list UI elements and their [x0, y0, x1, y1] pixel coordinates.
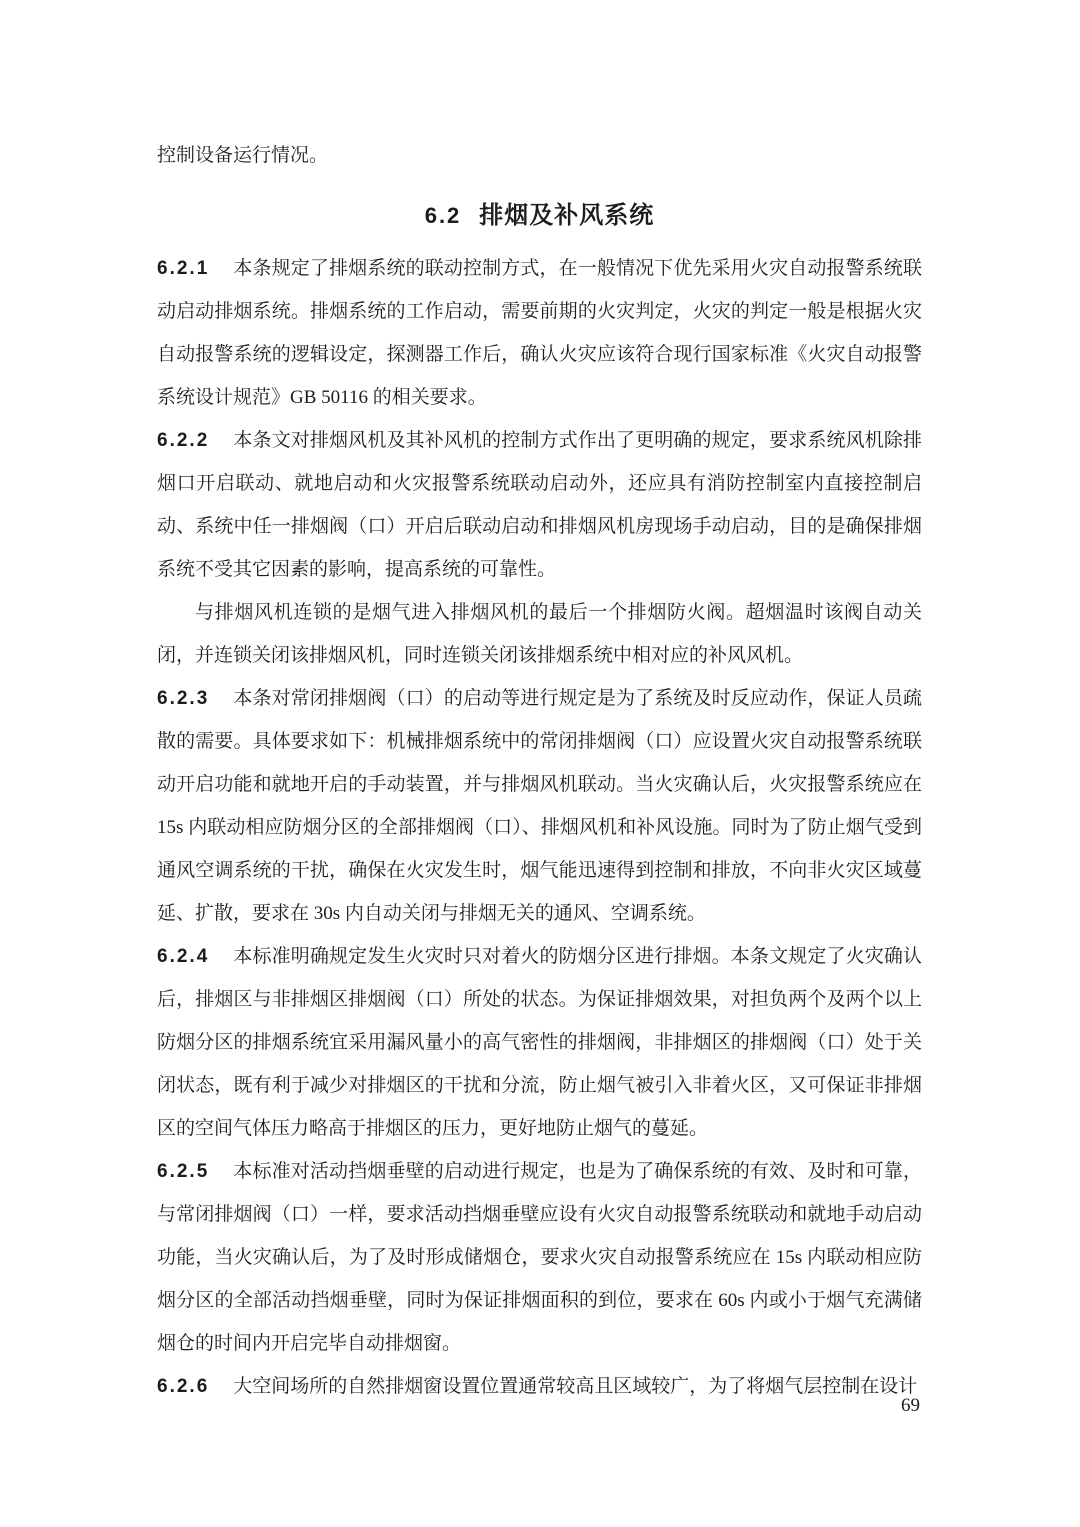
paragraph-text: 与排烟风机连锁的是烟气进入排烟风机的最后一个排烟防火阀。超烟温时该阀自动关闭，并连锁关闭该排烟风机，同时连锁关闭该排烟系统中相对应的补风风机。: [157, 602, 922, 666]
paragraph-text: 本标准对活动挡烟垂壁的启动进行规定，也是为了确保系统的有效、及时和可靠，与常闭排烟阀（口）一样，要求活动挡烟垂壁应设有火灾自动报警系统联动和就地手动启动功能，当火灾确认后，为了及时形成储烟仓，要求火灾自动报警系统应在 15s 内联动相应防烟分区的全部活动挡烟垂壁，同时为保证排烟面积的到位，要求在 60s 内或小于烟气充满储烟仓的时间内开启完毕自动排烟窗。: [157, 1161, 922, 1354]
clause-number: 6.2.6: [157, 1376, 210, 1397]
document-body: [157, 134, 922, 1408]
section-heading-number: 6.2: [424, 203, 462, 228]
clause-number: 6.2.5: [157, 1161, 210, 1182]
paragraph: [157, 247, 922, 419]
paragraph: [157, 1365, 922, 1408]
section-heading: [157, 199, 922, 233]
clause-number: 6.2.1: [157, 258, 210, 279]
clause-number: 6.2.4: [157, 946, 210, 967]
paragraph: [157, 1150, 922, 1365]
paragraph-text: 本条规定了排烟系统的联动控制方式，在一般情况下优先采用火灾自动报警系统联动启动排烟系统。排烟系统的工作启动，需要前期的火灾判定，火灾的判定一般是根据火灾自动报警系统的逻辑设定，探测器工作后，确认火灾应该符合现行国家标准《火灾自动报警系统设计规范》GB 50116 的相关要求。: [157, 258, 922, 408]
paragraph: [157, 591, 922, 677]
paragraph: [157, 419, 922, 591]
paragraph-text: 本条文对排烟风机及其补风机的控制方式作出了更明确的规定，要求系统风机除排烟口开启联动、就地启动和火灾报警系统联动启动外，还应具有消防控制室内直接控制启动、系统中任一排烟阀（口）开启后联动启动和排烟风机房现场手动启动，目的是确保排烟系统不受其它因素的影响，提高系统的可靠性。: [157, 430, 922, 580]
section-heading-title: 排烟及补风系统: [479, 203, 655, 229]
paragraph-text: 大空间场所的自然排烟窗设置位置通常较高且区域较广，为了将烟气层控制在设计: [233, 1376, 918, 1397]
intro-line: 控制设备运行情况。: [157, 145, 329, 166]
paragraph: [157, 935, 922, 1150]
paragraph: [157, 677, 922, 935]
clause-number: 6.2.3: [157, 688, 210, 709]
clause-number: 6.2.2: [157, 430, 210, 451]
paragraph-text: 本条对常闭排烟阀（口）的启动等进行规定是为了系统及时反应动作，保证人员疏散的需要。具体要求如下：机械排烟系统中的常闭排烟阀（口）应设置火灾自动报警系统联动开启功能和就地开启的手动装置，并与排烟风机联动。当火灾确认后，火灾报警系统应在 15s 内联动相应防烟分区的全部排烟阀（口）、排烟风机和补风设施。同时为了防止烟气受到通风空调系统的干扰，确保在火灾发生时，烟气能迅速得到控制和排放，不向非火灾区域蔓延、扩散，要求在 30s 内自动关闭与排烟无关的通风、空调系统。: [157, 688, 922, 924]
paragraph-text: 本标准明确规定发生火灾时只对着火的防烟分区进行排烟。本条文规定了火灾确认后，排烟区与非排烟区排烟阀（口）所处的状态。为保证排烟效果，对担负两个及两个以上防烟分区的排烟系统宜采用漏风量小的高气密性的排烟阀，非排烟区的排烟阀（口）处于关闭状态，既有利于减少对排烟区的干扰和分流，防止烟气被引入非着火区，又可保证非排烟区的空间气体压力略高于排烟区的压力，更好地防止烟气的蔓延。: [157, 946, 922, 1139]
page-number: 69: [901, 1395, 920, 1416]
